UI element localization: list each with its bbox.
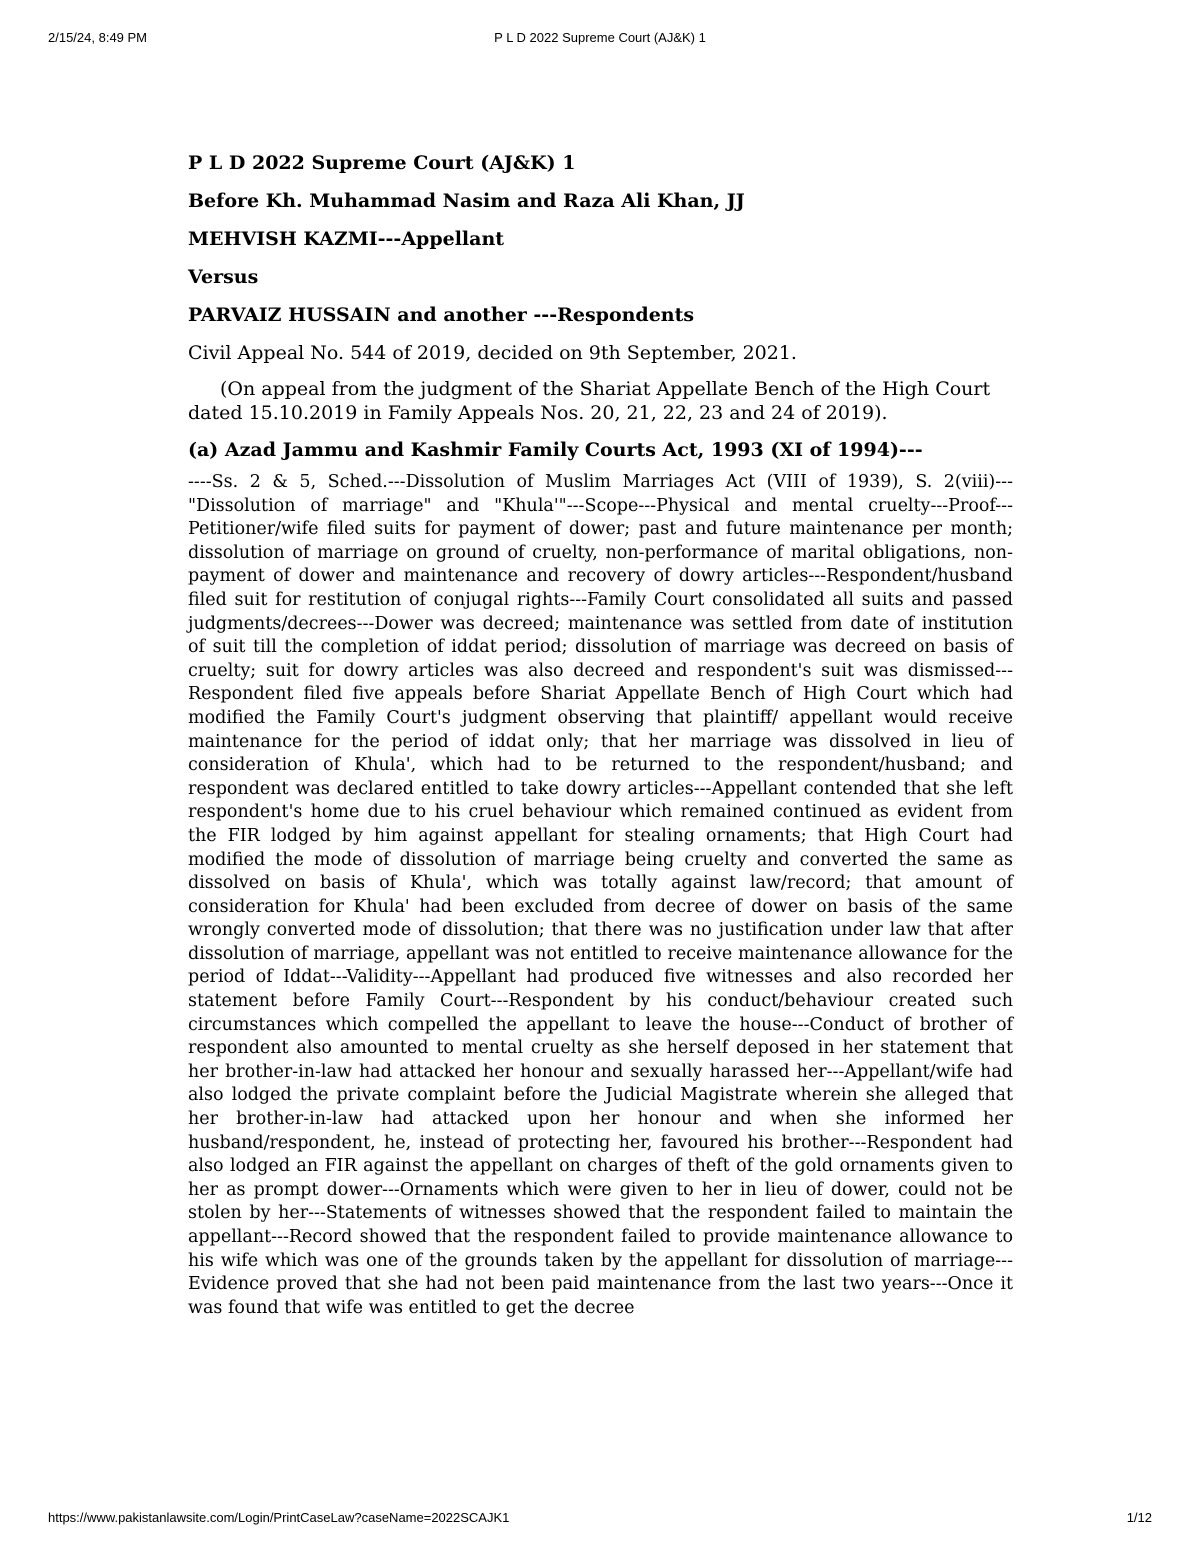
appeal-from-note: (On appeal from the judgment of the Shariat Appellate Bench of the High Court dated 15.10.2019 in Family Appeals Nos. 20, 21, 22, 23 and 24 of 2019). <box>188 378 991 424</box>
case-number: Civil Appeal No. 544 of 2019, decided on 9th September, 2021. <box>188 342 797 364</box>
print-url: https://www.pakistanlawsite.com/Login/PrintCaseLaw?caseName=2022SCAJK1 <box>48 1510 510 1525</box>
print-page-number: 1/12 <box>1126 1510 1152 1525</box>
appellant-heading: MEHVISH KAZMI---Appellant <box>188 228 505 250</box>
respondents-heading: PARVAIZ HUSSAIN and another ---Respondents <box>188 304 695 326</box>
section-heading: (a) Azad Jammu and Kashmir Family Courts Act, 1993 (XI of 1994)--- <box>188 439 923 461</box>
print-page-title: P L D 2022 Supreme Court (AJ&K) 1 <box>494 30 706 45</box>
print-header <box>48 28 1152 48</box>
document-content <box>188 150 1013 1320</box>
headnote-paragraph: ----Ss. 2 & 5, Sched.---Dissolution of Muslim Marriages Act (VIII of 1939), S. 2(viii)---"Dissolution of marriage" and "Khula'"---Scope---Physical and mental cruelty---Proof---Petitioner/wife filed suits for payment of dower; past and future maintenance per month; dissolution of marriage on ground of cruelty, non-performance of marital obligations, non-payment of dower and maintenance and recovery of dowry articles---Respondent/husband filed suit for restitution of conjugal rights---Family Court consolidated all suits and passed judgments/decrees---Dower was decreed; maintenance was settled from date of institution of suit till the completion of iddat period; dissolution of marriage was decreed on basis of cruelty; suit for dowry articles was also decreed and respondent's suit was dismissed---Respondent filed five appeals before Shariat Appellate Bench of High Court which had modified the Family Court's judgment observing that plaintiff/ appellant would receive maintenance for the period of iddat only; that her marriage was dissolved in lieu of consideration of Khula', which had to be returned to the respondent/husband; and respondent was declared entitled to take dowry articles---Appellant contended that she left respondent's home due to his cruel behaviour which remained continued as evident from the FIR lodged by him against appellant for stealing ornaments; that High Court had modified the mode of dissolution of marriage being cruelty and converted the same as dissolved on basis of Khula', which was totally against law/record; that amount of consideration for Khula' had been excluded from decree of dower on basis of the same wrongly converted mode of dissolution; that there was no justification under law that after dissolution of marriage, appellant was not entitled to receive maintenance allowance for the period of Iddat---Validity---Appellant had produced five witnesses and also recorded her statement before Family Court---Respondent by his conduct/behaviour created such circumstances which compelled the appellant to leave the house---Conduct of brother of respondent also amounted to mental cruelty as she herself deposed in her statement that her brother-in-law had attacked her honour and sexually harassed her---Appellant/wife had also lodged the private complaint before the Judicial Magistrate wherein she alleged that her brother-in-law had attacked upon her honour and when she informed her husband/respondent, he, instead of protecting her, favoured his brother---Respondent had also lodged an FIR against the appellant on charges of theft of the gold ornaments given to her as prompt dower---Ornaments which were given to her in lieu of dower, could not be stolen by her---Statements of witnesses showed that the respondent failed to maintain the appellant---Record showed that the respondent failed to provide maintenance allowance to his wife which was one of the grounds taken by the appellant for dissolution of marriage---Evidence proved that she had not been paid maintenance from the last two years---Once it was found that wife was entitled to get the decree <box>188 472 1013 1318</box>
print-footer <box>48 1508 1152 1528</box>
print-datetime: 2/15/24, 8:49 PM <box>48 30 148 45</box>
bench-heading: Before Kh. Muhammad Nasim and Raza Ali Khan, JJ <box>188 190 745 212</box>
citation-heading: P L D 2022 Supreme Court (AJ&K) 1 <box>188 152 576 174</box>
versus-heading: Versus <box>188 266 259 288</box>
